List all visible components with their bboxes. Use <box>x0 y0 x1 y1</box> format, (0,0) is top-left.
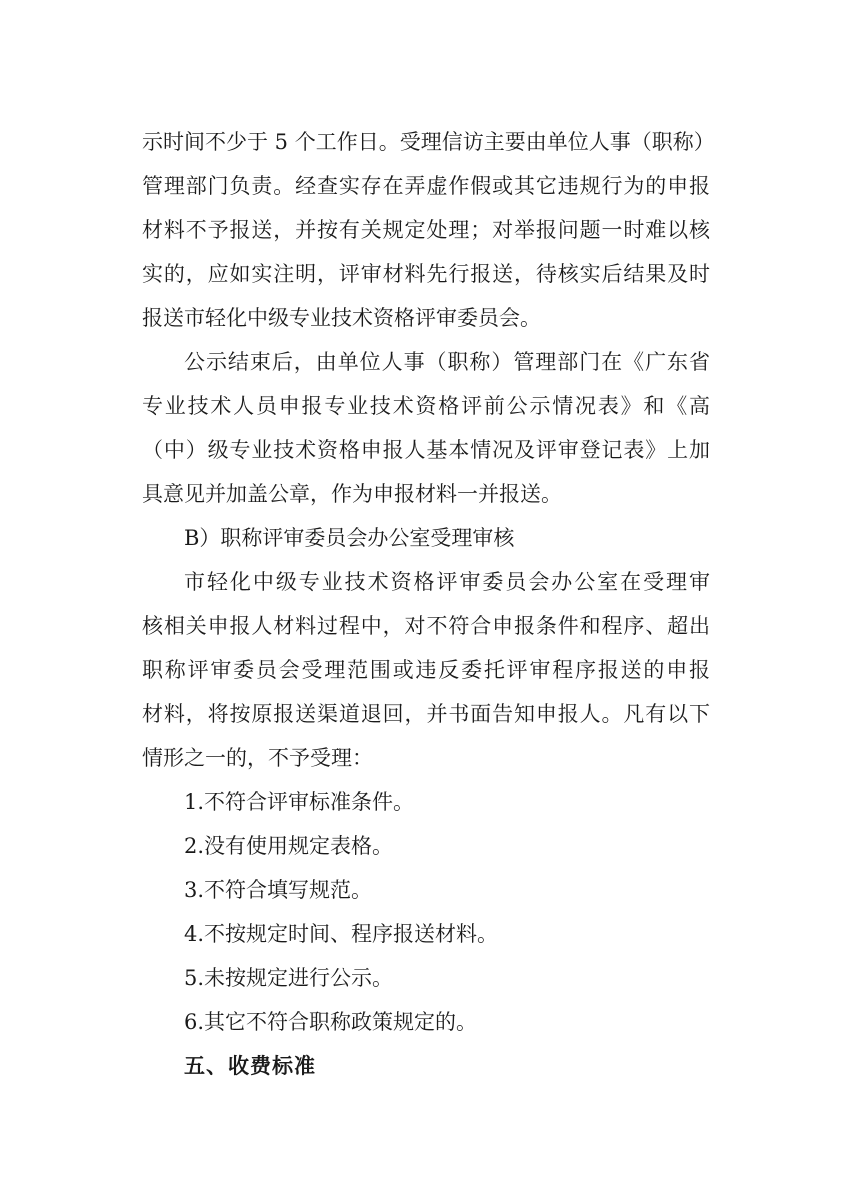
paragraph-line: 材料，将按原报送渠道退回，并书面告知申报人。凡有以下 <box>142 702 710 726</box>
paragraph-line: 示时间不少于 5 个工作日。受理信访主要由单位人事（职称） <box>142 130 715 154</box>
list-item: 6.其它不符合职称政策规定的。 <box>184 1010 478 1034</box>
list-item: 1.不符合评审标准条件。 <box>184 790 415 814</box>
list-item: 2.没有使用规定表格。 <box>184 834 394 858</box>
paragraph-line: 报送市轻化中级专业技术资格评审委员会。 <box>142 306 541 330</box>
paragraph-line: 核相关申报人材料过程中，对不符合申报条件和程序、超出 <box>142 614 710 638</box>
paragraph-line: （中）级专业技术资格申报人基本情况及评审登记表》上加 <box>142 438 710 462</box>
paragraph-line: 专业技术人员申报专业技术资格评前公示情况表》和《高 <box>142 394 710 418</box>
paragraph-line: 市轻化中级专业技术资格评审委员会办公室在受理审 <box>184 570 710 594</box>
section-heading: 五、收费标准 <box>184 1053 316 1078</box>
list-item: 5.未按规定进行公示。 <box>184 966 394 990</box>
paragraph-line: 职称评审委员会受理范围或违反委托评审程序报送的申报 <box>142 658 710 682</box>
paragraph-line: 具意见并加盖公章，作为申报材料一并报送。 <box>142 482 562 506</box>
paragraph-line: 材料不予报送，并按有关规定处理；对举报问题一时难以核 <box>142 218 710 242</box>
paragraph-line: 实的，应如实注明，评审材料先行报送，待核实后结果及时 <box>142 262 710 286</box>
subheading-b: B）职称评审委员会办公室受理审核 <box>184 526 515 550</box>
paragraph-line: 公示结束后，由单位人事（职称）管理部门在《广东省 <box>184 350 710 374</box>
list-item: 3.不符合填写规范。 <box>184 878 373 902</box>
list-item: 4.不按规定时间、程序报送材料。 <box>184 922 499 946</box>
paragraph-line: 情形之一的，不予受理： <box>142 746 373 770</box>
paragraph-line: 管理部门负责。经查实存在弄虚作假或其它违规行为的申报 <box>142 174 710 198</box>
